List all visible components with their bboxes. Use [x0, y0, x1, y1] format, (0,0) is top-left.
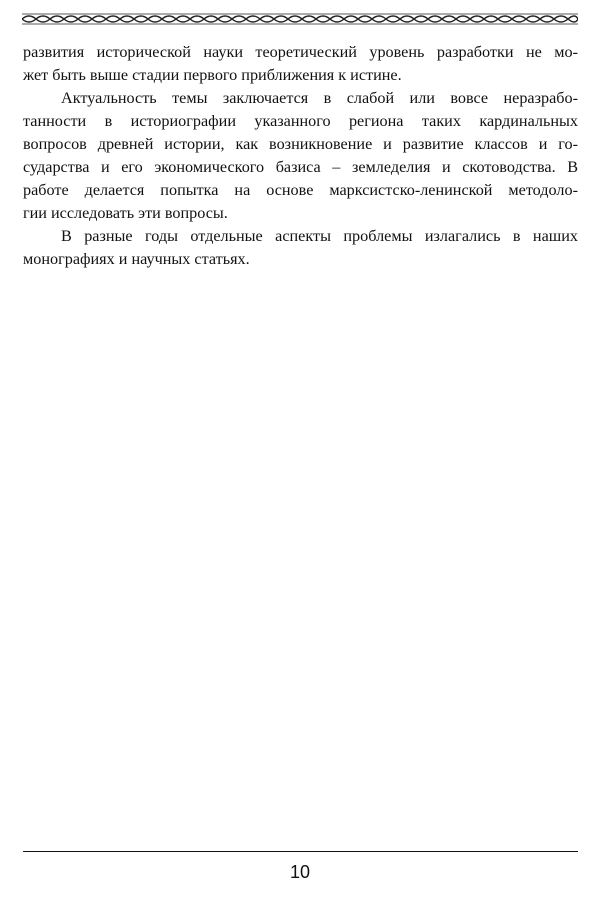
- page-number: 10: [289, 862, 311, 882]
- text-line: вопросов древней истории, как возникновение и развитие классов и го-: [23, 135, 578, 153]
- text-line: В разные годы отдельные аспекты проблемы излагались в наших: [61, 227, 578, 245]
- text-line: сударства и его экономического базиса – земледелия и скотоводства. В: [23, 158, 578, 176]
- text-line: работе делается попытка на основе марксистско-ленинской методоло-: [23, 181, 578, 199]
- footer-rule: [23, 851, 578, 852]
- text-line: гии исследовать эти вопросы.: [23, 204, 228, 222]
- paragraph-1: [23, 41, 578, 87]
- paragraph-3: [23, 225, 578, 271]
- text-line: жет быть выше стадии первого приближения к истине.: [23, 66, 402, 84]
- text-line: монографиях и научных статьях.: [23, 250, 250, 268]
- text-line: танности в историографии указанного региона таких кардинальных: [23, 112, 578, 130]
- header-ornament: [22, 10, 578, 28]
- paragraph-2: [23, 87, 578, 225]
- text-line: развития исторической науки теоретический уровень разработки не мо-: [23, 43, 578, 61]
- text-line: Актуальность темы заключается в слабой или вовсе неразрабо-: [61, 89, 578, 107]
- document-body: [23, 41, 578, 271]
